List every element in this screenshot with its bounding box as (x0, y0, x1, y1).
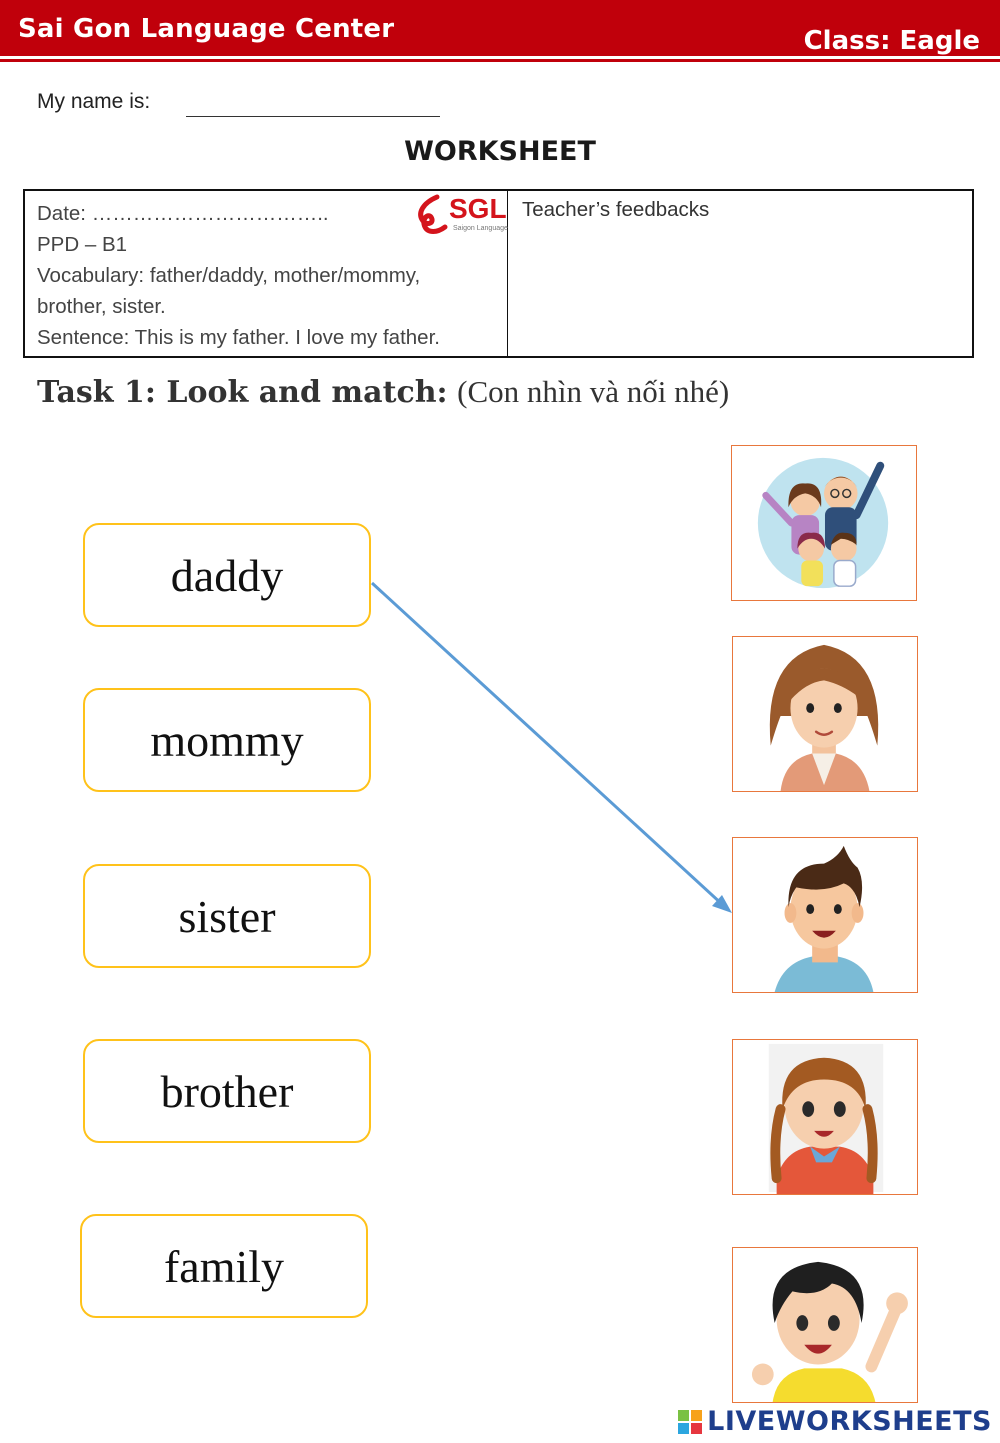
task-instruction: (Con nhìn và nối nhé) (457, 374, 730, 409)
task-title: Task 1: Look and match: (37, 375, 448, 410)
task-heading (37, 374, 729, 410)
class-label: Class: Eagle (803, 26, 980, 56)
family-picture[interactable] (731, 445, 917, 601)
word-box-sister[interactable]: sister (83, 864, 371, 968)
mother-picture[interactable] (732, 636, 918, 792)
date-line: Date: …………………………….. (37, 202, 329, 225)
sgl-logo (413, 193, 509, 237)
header-divider (0, 59, 1000, 62)
boy-picture[interactable] (732, 1247, 918, 1403)
vocabulary-line-2: brother, sister. (37, 295, 166, 318)
liveworksheets-brand: LIVEWORKSHEETS (707, 1406, 992, 1437)
sgl-logo-subtext: Saigon Language (453, 225, 508, 232)
father-picture[interactable] (732, 837, 918, 993)
ppd-line: PPD – B1 (37, 233, 128, 256)
girl-illustration (733, 1040, 917, 1194)
name-field[interactable] (186, 116, 440, 117)
sgl-swoosh-icon (413, 193, 453, 237)
teacher-feedback-label: Teacher’s feedbacks (522, 198, 710, 221)
word-box-brother[interactable]: brother (83, 1039, 371, 1143)
sentence-line: Sentence: This is my father. I love my father. (37, 326, 440, 349)
vocabulary-line: Vocabulary: father/daddy, mother/mommy, (37, 264, 421, 287)
liveworksheets-logo (677, 1406, 992, 1437)
name-prompt: My name is: (37, 90, 151, 113)
boy-illustration (733, 1248, 917, 1402)
liveworksheets-icon (677, 1409, 703, 1435)
center-name: Sai Gon Language Center (18, 14, 395, 44)
sgl-logo-text: SGL (449, 193, 507, 224)
father-illustration (733, 838, 917, 992)
family-illustration (732, 446, 916, 600)
header-bar (0, 0, 1000, 56)
girl-picture[interactable] (732, 1039, 918, 1195)
word-box-family[interactable]: family (80, 1214, 368, 1318)
worksheet-title: WORKSHEET (404, 136, 596, 167)
word-box-mommy[interactable]: mommy (83, 688, 371, 792)
word-box-daddy[interactable]: daddy (83, 523, 371, 627)
mother-illustration (733, 637, 917, 791)
